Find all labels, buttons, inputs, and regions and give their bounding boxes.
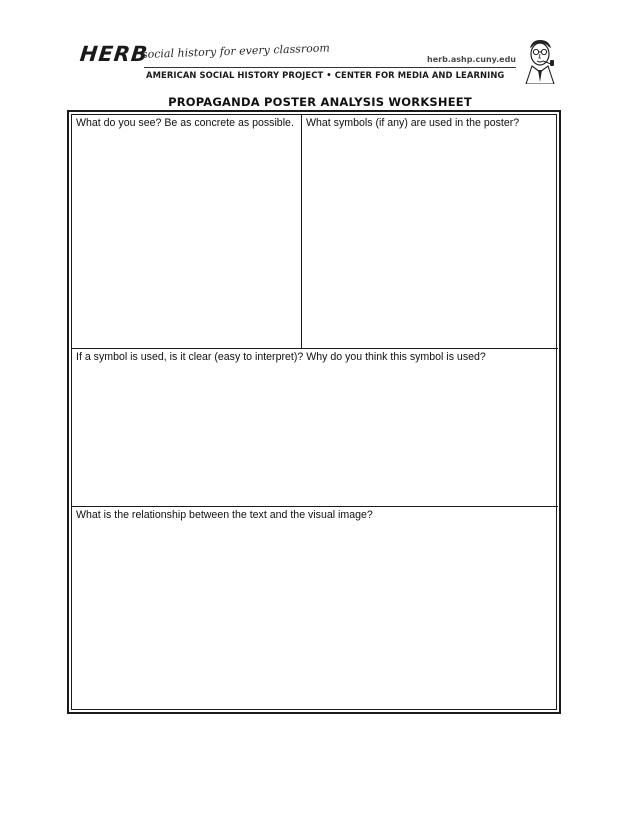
answer-box-symbols[interactable]: [301, 114, 558, 348]
question-label: What do you see? Be as concrete as possible.: [76, 117, 294, 129]
answer-box-symbol-clarity[interactable]: [71, 348, 558, 506]
worksheet-grid: [67, 110, 561, 714]
site-url: herb.ashp.cuny.edu: [427, 55, 516, 64]
header-divider: [144, 67, 516, 68]
organization-line: AMERICAN SOCIAL HISTORY PROJECT • CENTER FOR MEDIA AND LEARNING: [146, 70, 505, 80]
mascot-portrait-icon: [520, 38, 560, 84]
question-label: What symbols (if any) are used in the poster?: [306, 117, 520, 129]
answer-box-what-do-you-see[interactable]: [71, 114, 301, 348]
answer-box-text-image-relationship[interactable]: [71, 506, 558, 711]
worksheet-title: PROPAGANDA POSTER ANALYSIS WORKSHEET: [168, 95, 472, 109]
logo-tagline: social history for every classroom: [141, 41, 331, 61]
herb-logo: HERB: [78, 42, 150, 66]
question-label: If a symbol is used, is it clear (easy to interpret)? Why do you think this symbol is used?: [76, 351, 486, 363]
masthead: [80, 38, 560, 86]
question-label: What is the relationship between the text and the visual image?: [76, 509, 373, 521]
